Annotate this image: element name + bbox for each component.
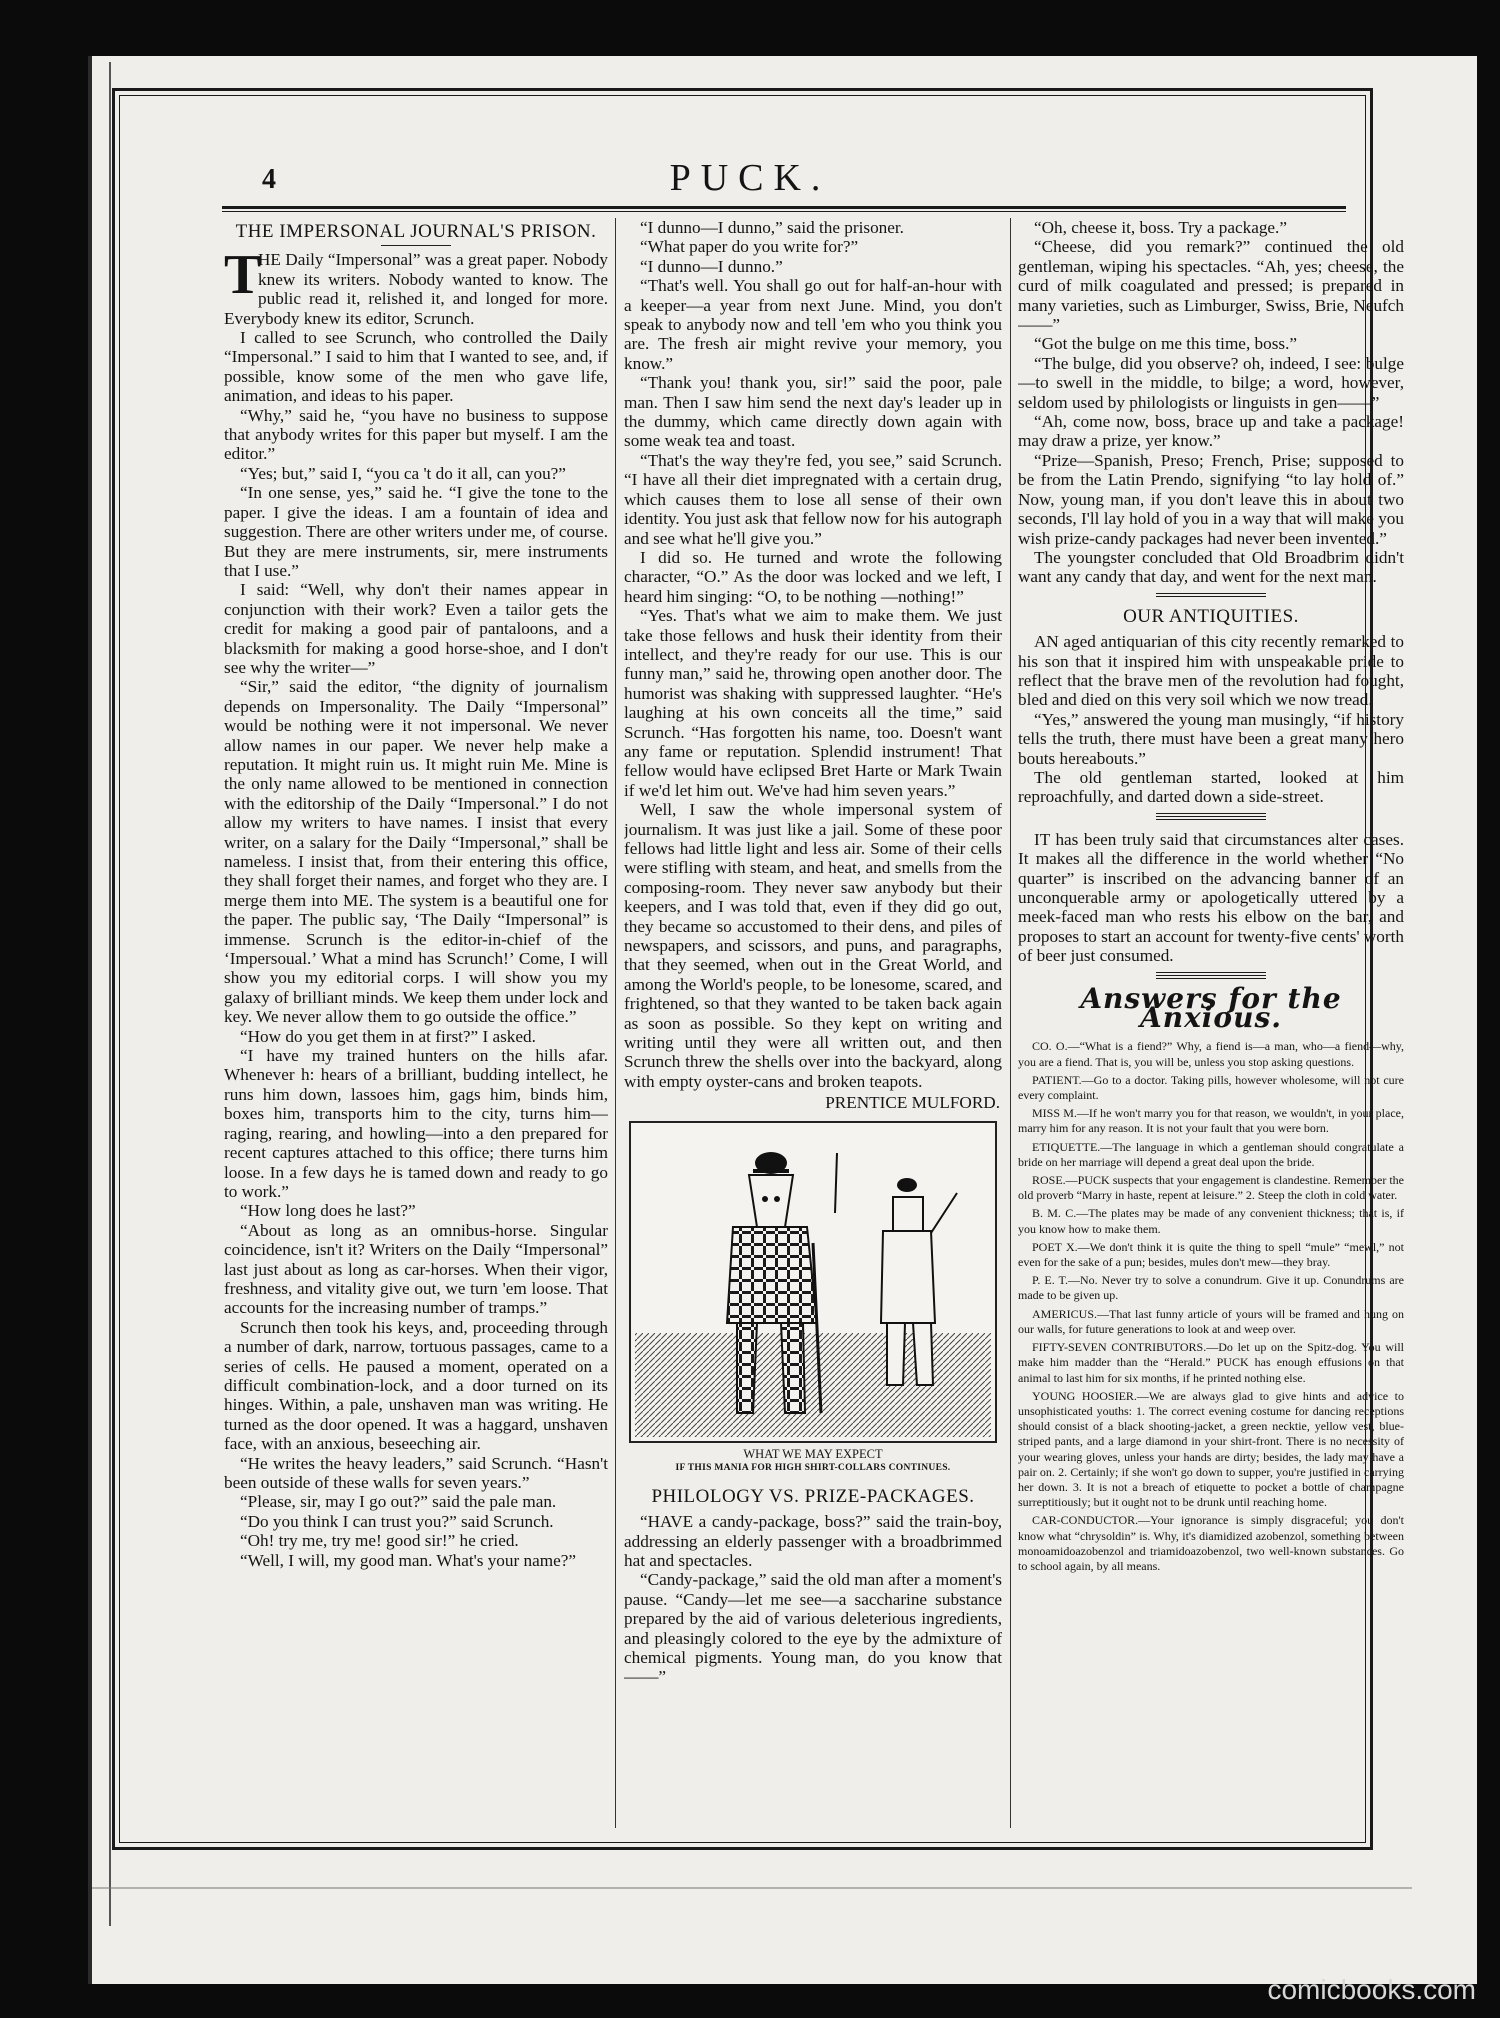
- article-paragraph: “Oh! try me, try me! good sir!” he cried.: [240, 1531, 519, 1551]
- article-paragraph: “HAVE a candy-package, boss?” said the train-boy, addressing an elderly passenger with a broadbrimmed hat and spectacles.: [624, 1512, 1002, 1570]
- article-paragraph: I did so. He turned and wrote the following character, “O.” As the door was locked and we left, I heard him singing: “O, to be nothing —nothing!”: [624, 547, 1002, 606]
- cartoon-illustration: [629, 1121, 997, 1443]
- article-paragraph: “I dunno—I dunno,” said the prisoner.: [640, 218, 904, 237]
- answer-item: ROSE.—PUCK suspects that your engagement is clandestine. Remember the old proverb “Marry in haste, repent at leisure.” 2. Steep the cloth in cold water.: [1018, 1173, 1404, 1203]
- byline: PRENTICE MULFORD.: [825, 1093, 1000, 1113]
- column-rule-1: [615, 218, 616, 1828]
- article-paragraph: “I have my trained hunters on the hills afar. Whenever h: hears of a brilliant, budding intellect, he runs him down, lassoes him, gags him, binds him, boxes him, transports him to the city, turns him—raging, rearing, and howling—into a den prepared for recent captures attached to this office; there turns him loose. In a few days he is tamed down and ready to go to work.”: [224, 1046, 608, 1201]
- article-paragraph: I called to see Scrunch, who controlled the Daily “Impersonal.” I said to him that I wanted to see, and, if possible, know some of the men who gave life, animation, and ideas to his paper.: [224, 328, 608, 406]
- article-paragraph: T HE Daily “Impersonal” was a great paper. Nobody knew its writers. Nobody wanted to know. The public read it, relished it, and longed for more. Everybody knew its editor, Scrunch.: [224, 244, 608, 328]
- header-rule: [222, 206, 1346, 212]
- article-paragraph: “Ah, come now, boss, brace up and take a package! may draw a prize, yer know.”: [1018, 412, 1404, 451]
- article-paragraph: “Do you think I can trust you?” said Scrunch.: [240, 1511, 554, 1531]
- article-paragraph: “Sir,” said the editor, “the dignity of journalism depends on Impersonality. The Daily “Impersonal” would be nothing were it not impersonal. We never allow names in our paper. We never help make a reputation. It might ruin us. It might ruin Me. Mine is the only name allowed to be mentioned in connection with the editorship of the Daily “Impersonal.” I do not allow my writers to have names. I insist that every writer, on a salary for the Daily “Impersonal,” shall be nameless. I insist that, from their entering this office, they shall forget their names, and forget who they are. I merge them into ME. The system is a beautiful one for the paper. The public say, ‘The Daily “Impersonal” is immense. Scrunch is the editor-in-chief of the ‘Impersoual.’ What a mind has Scrunch!’ Come, I will show you my editorial corps. I will show you my galaxy of brilliant minds. We keep them under lock and key. We never allow them to go outside the office.”: [224, 677, 608, 1027]
- masthead: PUCK.: [669, 157, 831, 199]
- article-paragraph: “He writes the heavy leaders,” said Scrunch. “Hasn't been outside of these walls for seven years.”: [224, 1453, 608, 1492]
- answer-item: YOUNG HOOSIER.—We are always glad to give hints and advice to unsophisticated youths: 1. The correct evening costume for dancing receptions should consist of a black shooting-jacket, a green necktie, yellow vest, blue-striped pants, and a large diamond in your shirt-front. There is no necessity of your wearing gloves, unless your hands are dirty; besides, the lady may have a pair on. 2. Certainly; if she won't go down to supper, you're justified in carrying her down. 3. It is not a breach of etiquette to pocket a bottle of champagne surreptitiously; but it ought not to be drunk until reaching home.: [1018, 1388, 1404, 1510]
- article-paragraph: “Yes,” answered the young man musingly, “if history tells the truth, there must have been a great many hero bouts hereabouts.”: [1018, 709, 1404, 768]
- article-paragraph: “What paper do you write for?”: [640, 237, 859, 257]
- article-paragraph: “Yes; but,” said I, “you ca 't do it all, can you?”: [240, 463, 566, 483]
- article-paragraph: The old gentleman started, looked at him reproachfully, and darted down a side-street.: [1018, 767, 1404, 807]
- column-1: [224, 218, 608, 1826]
- article-paragraph: “Well, I will, my good man. What's your name?”: [240, 1550, 576, 1570]
- article-paragraph: “About as long as an omnibus-horse. Singular coincidence, isn't it? Writers on the Daily “Impersonal” last just about as long as car-horses. When their vigor, freshness, and vitality give out, we turn 'em loose. That accounts for the increasing number of tramps.”: [224, 1220, 608, 1318]
- article-paragraph: “In one sense, yes,” said he. “I give the tone to the paper. I give the ideas. I am a fountain of idea and suggestion. There are other writers under me, of course. But they are mere instruments, sir, mere instruments that I use.”: [224, 483, 608, 580]
- article-paragraph: “Cheese, did you remark?” continued the old gentleman, wiping his spectacles. “Ah, yes; cheese, the curd of milk coagulated and pressed; is prepared in many varieties, such as Limburger, Swiss, Brie, Neufch——”: [1018, 237, 1404, 335]
- article-paragraph: Scrunch then took his keys, and, proceeding through a number of dark, narrow, tortuous passages, came to a series of cells. He paused a moment, operated on a difficult combination-lock, and a door turned on its hinges. Within, a pale, unshaven man was writing. He turned as the door opened. It was a haggard, unshaven face, with an anxious, beseeching air.: [224, 1317, 608, 1454]
- answer-item: AMERICUS.—That last funny article of yours will be framed and hung on our walls, for future generations to look at and weep over.: [1018, 1306, 1404, 1336]
- answer-item: ETIQUETTE.—The language in which a gentleman should congratulate a bride on her marriage will depend a great deal upon the bride.: [1018, 1139, 1404, 1169]
- cartoon-caption-title: WHAT WE MAY EXPECT: [743, 1446, 883, 1461]
- answer-item: POET X.—We don't think it is quite the thing to spell “mule” “mewl,” not even for the sake of a pun; besides, mules don't mew—they bray.: [1018, 1239, 1404, 1270]
- article-paragraph: “That's well. You shall go out for half-an-hour with a keeper—a year from next June. Mind, you don't speak to anybody now and tell 'em who you think you are. The fresh air might revive your memory, you know.”: [624, 276, 1002, 373]
- article-paragraph: “Got the bulge on me this time, boss.”: [1034, 334, 1298, 354]
- article-paragraph: “Thank you! thank you, sir!” said the poor, pale man. Then I saw him send the next day's leader up in the dummy, which came directly down again with some weak tea and toast.: [624, 373, 1002, 451]
- article-paragraph: I said: “Well, why don't their names appear in conjunction with their work? Even a tailor gets the credit for making a good pair of pantaloons, and a blacksmith for making a good horse-shoe, and I don't see why the writer—”: [224, 580, 608, 677]
- article-paragraph: “The bulge, did you observe? oh, indeed, I see: bulge—to swell in the middle, to bilge; a word, however, seldom used by philologists or linguists in gen——”: [1018, 353, 1404, 412]
- article-title: PHILOLOGY VS. PRIZE-PACKAGES.: [651, 1485, 975, 1507]
- answers-heading: Answers for the Anxious.: [1080, 981, 1342, 1035]
- article-paragraph: “I dunno—I dunno.”: [640, 256, 783, 276]
- answer-item: CAR-CONDUCTOR.—Your ignorance is simply disgraceful; you don't know what “chrysoldin” is. Why, it's diamidized azobenzol, something between monoamidoazobenzol and triamidoazobenzol, two well-known substances. Go to school again, by all means.: [1018, 1513, 1404, 1573]
- answer-item: FIFTY-SEVEN CONTRIBUTORS.—Do let up on the Spitz-dog. You will make him madder than the “Herald.” PUCK has enough effusions on that animal to last him for six months, if he printed nothing else.: [1018, 1340, 1404, 1385]
- article-paragraph: “Candy-package,” said the old man after a moment's pause. “Candy—let me see—a saccharine substance prepared by the aid of various deleterious ingredients, and pleasingly colored to the eye by the admixture of chemical pigments. Young man, do you know that——”: [624, 1570, 1002, 1687]
- article-paragraph: “Yes. That's what we aim to make them. We just take those fellows and husk their identity from their intellect, and they're ready for our use. This is our funny man,” said he, throwing open another door. The humorist was shaking with suppressed laughter. “He's laughing at his own conceits all the time,” said Scrunch. “Has forgotten his name, too. Doesn't want any fame or reputation. Splendid instrument! That fellow would have eclipsed Bret Harte or Mark Twain if we'd let him out. We've had him seven years.”: [624, 606, 1002, 800]
- article-paragraph: The youngster concluded that Old Broadbrim didn't want any candy that day, and went for the next man.: [1018, 547, 1404, 587]
- cartoon-drawing: [631, 1123, 995, 1441]
- article-paragraph: “Please, sir, may I go out?” said the pale man.: [240, 1492, 557, 1512]
- answer-item: MISS M.—If he won't marry you for that reason, we wouldn't, in your place, marry him for any reason. It is not your fault that you were born.: [1018, 1106, 1404, 1136]
- article-paragraph: IT has been truly said that circumstances alter cases. It makes all the difference in the world whether “No quarter” is inscribed on the advancing banner of an unconquerable army or apologetically uttered by a meek-faced man who rests his elbow on the bar, and proposes to start an account for twenty-five cents' worth of beer just consumed.: [1018, 829, 1404, 966]
- answer-item: P. E. T.—No. Never try to solve a conundrum. Give it up. Conundrums are made to be given up.: [1018, 1273, 1404, 1303]
- watermark: comicbooks.com: [1267, 1974, 1476, 2005]
- column-rule-2: [1010, 218, 1011, 1828]
- article-paragraph: “How long does he last?”: [240, 1201, 416, 1221]
- cartoon-caption-subtitle: IF THIS MANIA FOR HIGH SHIRT-COLLARS CONTINUES.: [675, 1462, 951, 1473]
- answers-list: [1018, 1039, 1404, 1574]
- article-title: THE IMPERSONAL JOURNAL'S PRISON.: [235, 221, 597, 242]
- section-divider: [1018, 593, 1404, 597]
- article-paragraph: “How do you get them in at first?” I asked.: [240, 1026, 536, 1046]
- article-paragraph: Well, I saw the whole impersonal system of journalism. It was just like a jail. Some of these poor fellows had little light and less air. Some of their cells were stifling with steam, and heat, and smells from the composing-room. They never saw anybody but their keepers, and I was told that, even if they did go out, they became so accustomed to their dens, and piles of newspapers, and scissors, and puns, and paragraphs, that they seemed, when out in the Great World, and among the World's people, to be lonesome, scared, and frightened, so that they wanted to be taken back again as soon as possible. So they kept on writing and writing until they were all written out, and then Scrunch threw the shells over into the backyard, along with empty oyster-cans and broken teapots.: [624, 800, 1002, 1091]
- article-paragraph: “Oh, cheese it, boss. Try a package.”: [1034, 218, 1287, 237]
- column-2: [624, 218, 1002, 1826]
- section-divider: [1018, 972, 1404, 979]
- section-divider: [1018, 813, 1404, 820]
- article-paragraph: “Why,” said he, “you have no business to suppose that anybody writes for this paper but myself. I am the editor.”: [224, 405, 608, 464]
- page-number: 4: [262, 164, 276, 195]
- article-paragraph: “Prize—Spanish, Preso; French, Prise; supposed to be from the Latin Prendo, signifying “to lay hold of.” Now, young man, if you don't leave this in about two seconds, I'll lay hold of you in a way that will make you wish prize-candy packages had never been invented.”: [1018, 450, 1404, 548]
- answer-item: PATIENT.—Go to a doctor. Taking pills, however wholesome, will not cure every complaint.: [1018, 1072, 1404, 1103]
- cartoon-caption: [624, 1447, 1002, 1475]
- article-paragraph: “That's the way they're fed, you see,” said Scrunch. “I have all their diet impregnated with a certain drug, which causes them to lose all sense of their own identity. You just ask that fellow now for his autograph and see what he'll give you.”: [624, 450, 1002, 548]
- answer-item: B. M. C.—The plates may be made of any convenient thickness; that is, if you know how to make them.: [1018, 1206, 1404, 1236]
- column-3: [1018, 218, 1404, 1826]
- title-rule: [381, 245, 451, 246]
- answer-item: CO. O.—“What is a fiend?” Why, a fiend is—a man, who—a fiend—why, you are a fiend. That is, you will be, unless you stop asking questions.: [1018, 1039, 1404, 1069]
- article-title: OUR ANTIQUITIES.: [1123, 605, 1299, 627]
- drop-cap: T: [224, 244, 262, 307]
- article-paragraph: AN aged antiquarian of this city recently remarked to his son that it inspired him with unspeakable pride to reflect that the brave men of the revolution had fought, bled and died on this very soil which we now tread.: [1018, 632, 1404, 710]
